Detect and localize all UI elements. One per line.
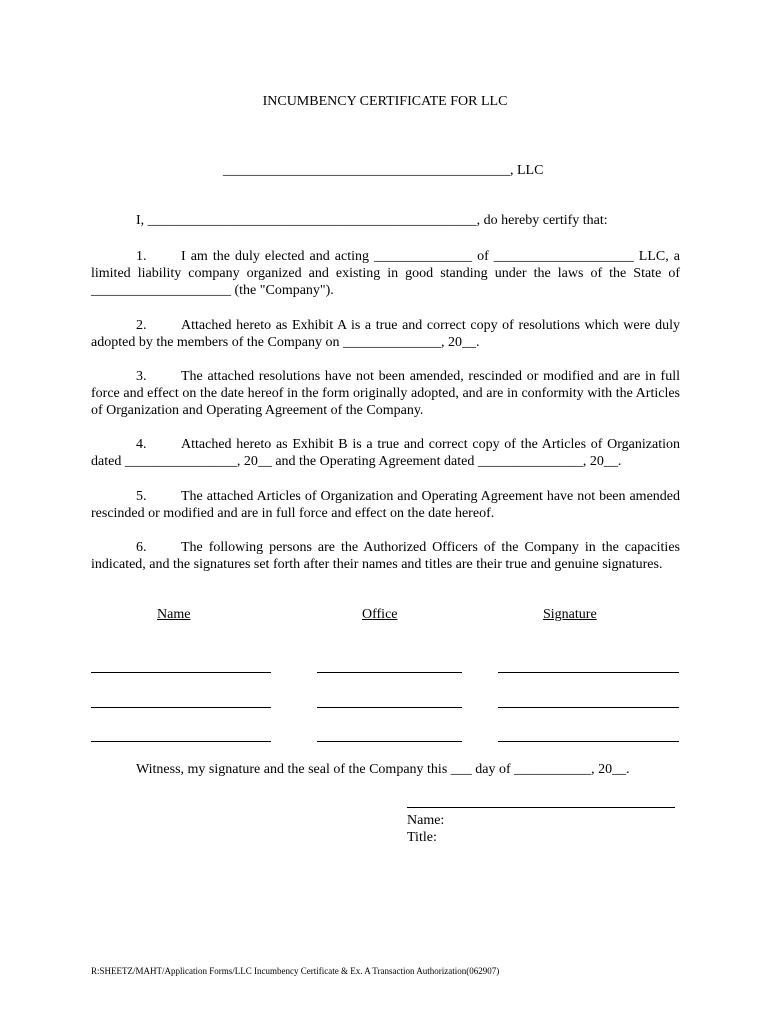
footer-path: R:SHEETZ/MAHT/Application Forms/LLC Incumbency Certificate & Ex. A Transaction Authorization(062907) xyxy=(91,966,500,976)
signature-blank-line[interactable] xyxy=(498,741,679,742)
paragraph-2-text: Attached hereto as Exhibit A is a true and correct copy of resolutions which were duly adopted by the members of the Company on ______________, 20__. xyxy=(91,318,680,351)
witness-line: Witness, my signature and the seal of the Company this ___ day of ___________, 20__. xyxy=(136,762,630,777)
signature-blank-line[interactable] xyxy=(498,707,679,708)
office-blank-line[interactable] xyxy=(317,707,462,708)
certify-line: I, _______________________________________________, do hereby certify that: xyxy=(136,213,608,228)
column-header-office: Office xyxy=(362,607,398,622)
name-blank-line[interactable] xyxy=(91,741,271,742)
paragraph-3-number: 3. xyxy=(136,369,147,384)
paragraph-2-number: 2. xyxy=(136,318,147,333)
paragraph-1-number: 1. xyxy=(136,249,147,264)
signature-block xyxy=(407,812,444,846)
office-blank-line[interactable] xyxy=(317,741,462,742)
paragraph-4-text: Attached hereto as Exhibit B is a true and correct copy of the Articles of Organization dated ________________, 20__ and the Operating Agreement dated _______________, 20__. xyxy=(91,437,680,470)
paragraph-6-number: 6. xyxy=(136,540,147,555)
paragraph-5-number: 5. xyxy=(136,489,147,504)
paragraph-1-text: I am the duly elected and acting ______________ of ____________________ LLC, a limited liability company organized and existing in good standing under the laws of the State of ____________________ (the "Company"). xyxy=(91,249,680,299)
paragraph-1 xyxy=(91,248,680,300)
name-blank-line[interactable] xyxy=(91,707,271,708)
signature-title-label: Title: xyxy=(407,830,437,845)
paragraph-5-text: The attached Articles of Organization and Operating Agreement have not been amended rescinded or modified and are in full force and effect on the date hereof. xyxy=(91,489,680,522)
llc-name-line: _________________________________________, LLC xyxy=(223,163,544,178)
paragraph-3 xyxy=(91,368,680,420)
column-header-name: Name xyxy=(157,607,191,622)
document-title: INCUMBENCY CERTIFICATE FOR LLC xyxy=(262,94,508,109)
witness-signature-line[interactable] xyxy=(407,807,675,808)
paragraph-6-text: The following persons are the Authorized Officers of the Company in the capacities indicated, and the signatures set forth after their names and titles are their true and genuine signatures. xyxy=(91,540,680,573)
paragraph-5 xyxy=(91,488,680,522)
paragraph-6 xyxy=(91,539,680,573)
signature-name-label: Name: xyxy=(407,813,445,828)
office-blank-line[interactable] xyxy=(317,672,462,673)
paragraph-4 xyxy=(91,436,680,470)
paragraph-2 xyxy=(91,317,680,351)
paragraph-4-number: 4. xyxy=(136,437,147,452)
name-blank-line[interactable] xyxy=(91,672,271,673)
signature-blank-line[interactable] xyxy=(498,672,679,673)
column-header-signature: Signature xyxy=(543,607,597,622)
paragraph-3-text: The attached resolutions have not been amended, rescinded or modified and are in full force and effect on the date hereof in the form originally adopted, and are in conformity with the Articles of Organization and Operating Agreement of the Company. xyxy=(91,369,680,419)
